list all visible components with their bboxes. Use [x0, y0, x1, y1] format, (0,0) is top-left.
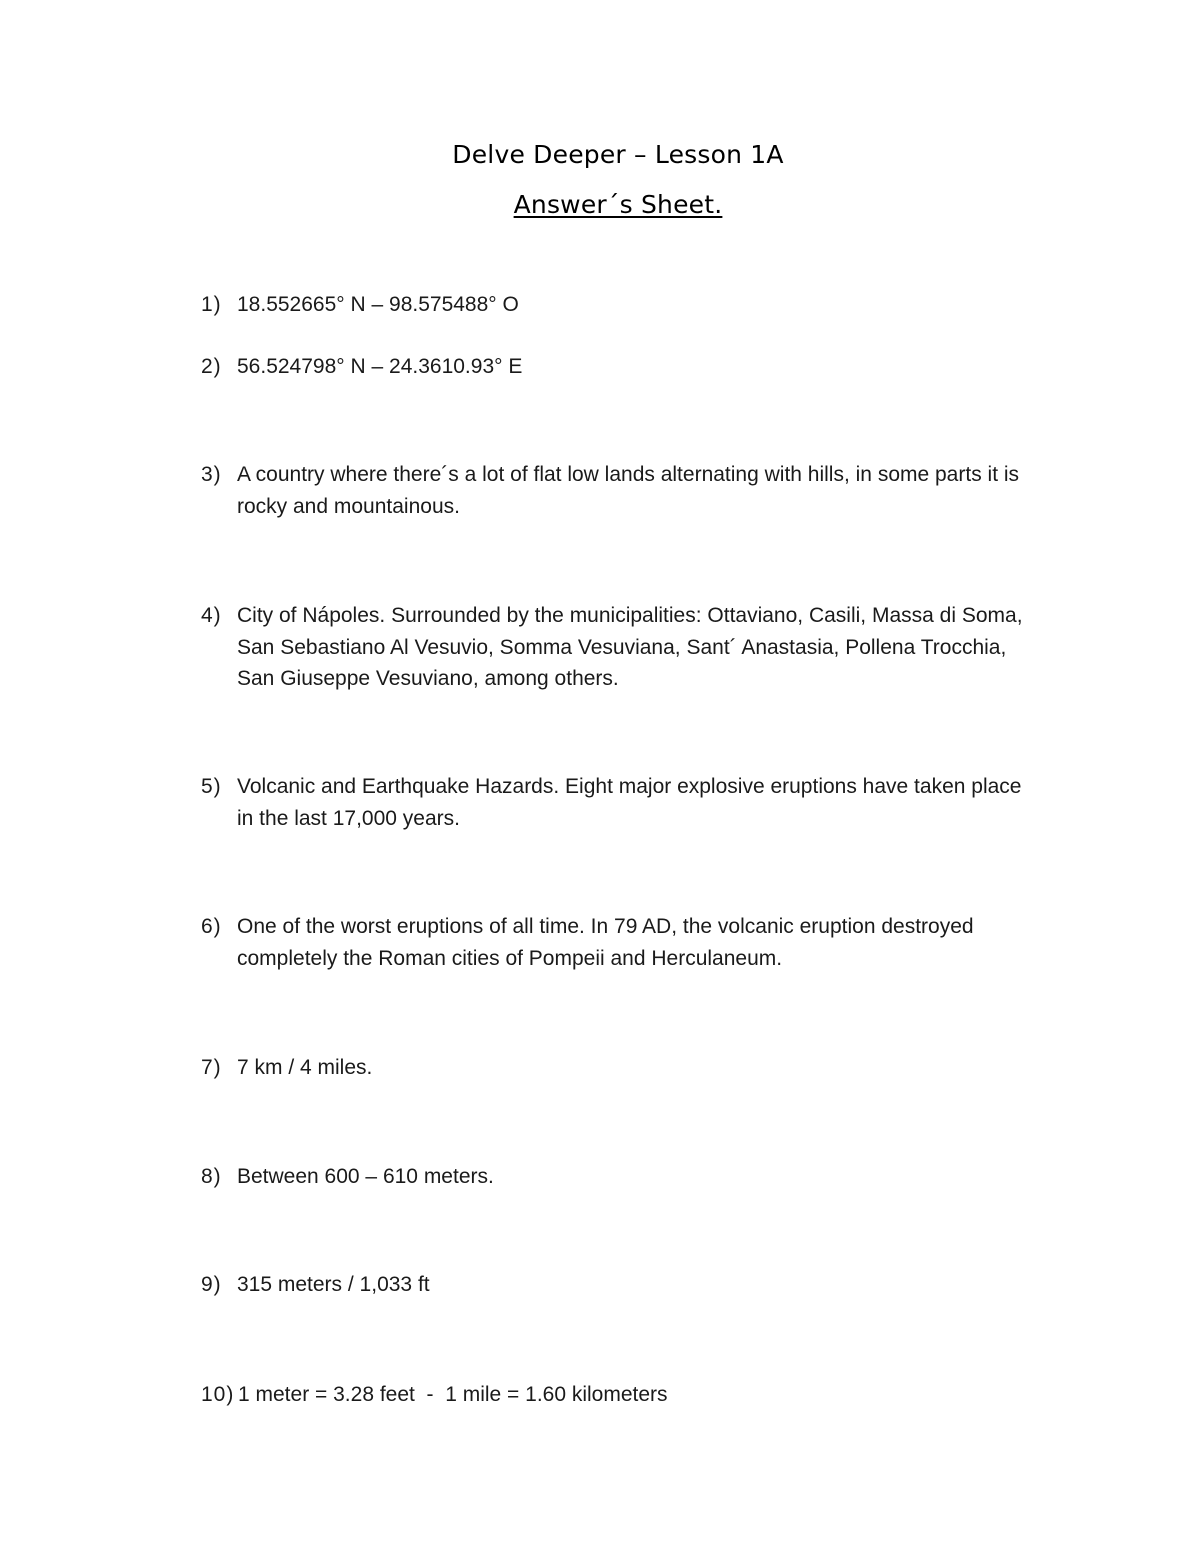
- answer-item-7: [201, 1052, 1041, 1084]
- answer-item-10: [201, 1379, 1041, 1411]
- answer-text: 1 meter = 3.28 feet - 1 mile = 1.60 kilometers: [238, 1383, 668, 1406]
- answer-number: 6): [201, 915, 222, 938]
- answer-text: 315 meters / 1,033 ft: [237, 1273, 430, 1296]
- document-subtitle: Answer´s Sheet.: [513, 190, 723, 219]
- answer-text: One of the worst eruptions of all time. In 79 AD, the volcanic eruption destroyed completely the Roman cities of Pompeii and Herculaneum.: [237, 915, 974, 970]
- answer-item-8: [201, 1161, 1041, 1193]
- answer-item-6: [201, 911, 1041, 974]
- answer-number: 9): [201, 1273, 222, 1296]
- answer-number: 4): [201, 604, 222, 627]
- answer-item-9: [201, 1269, 1041, 1301]
- answer-number: 10): [201, 1383, 235, 1406]
- answer-text: 56.524798° N – 24.3610.93° E: [237, 355, 523, 378]
- answer-item-5: [201, 771, 1041, 834]
- answer-text: 7 km / 4 miles.: [237, 1056, 373, 1079]
- answer-number: 7): [201, 1056, 222, 1079]
- answer-number: 1): [201, 293, 222, 316]
- answer-text: A country where there´s a lot of flat low lands alternating with hills, in some parts it is rocky and mountainous.: [237, 463, 1020, 518]
- answer-item-2: [201, 351, 1041, 383]
- answer-number: 8): [201, 1165, 222, 1188]
- answer-item-4: [201, 600, 1041, 695]
- answer-number: 3): [201, 463, 222, 486]
- answer-item-3: [201, 459, 1041, 522]
- answer-text: City of Nápoles. Surrounded by the municipalities: Ottaviano, Casili, Massa di Soma, San Sebastiano Al Vesuvio, Somma Vesuviana, Sant´ Anastasia, Pollena Trocchia, San Giuseppe Vesuviano, among others.: [237, 604, 1023, 690]
- answer-number: 5): [201, 775, 222, 798]
- answer-text: 18.552665° N – 98.575488° O: [237, 293, 519, 316]
- answer-item-1: [201, 289, 1041, 321]
- answer-text: Between 600 – 610 meters.: [237, 1165, 494, 1188]
- document-title: Delve Deeper – Lesson 1A: [452, 140, 784, 169]
- answer-text: Volcanic and Earthquake Hazards. Eight major explosive eruptions have taken place in the last 17,000 years.: [237, 775, 1022, 830]
- answer-number: 2): [201, 355, 222, 378]
